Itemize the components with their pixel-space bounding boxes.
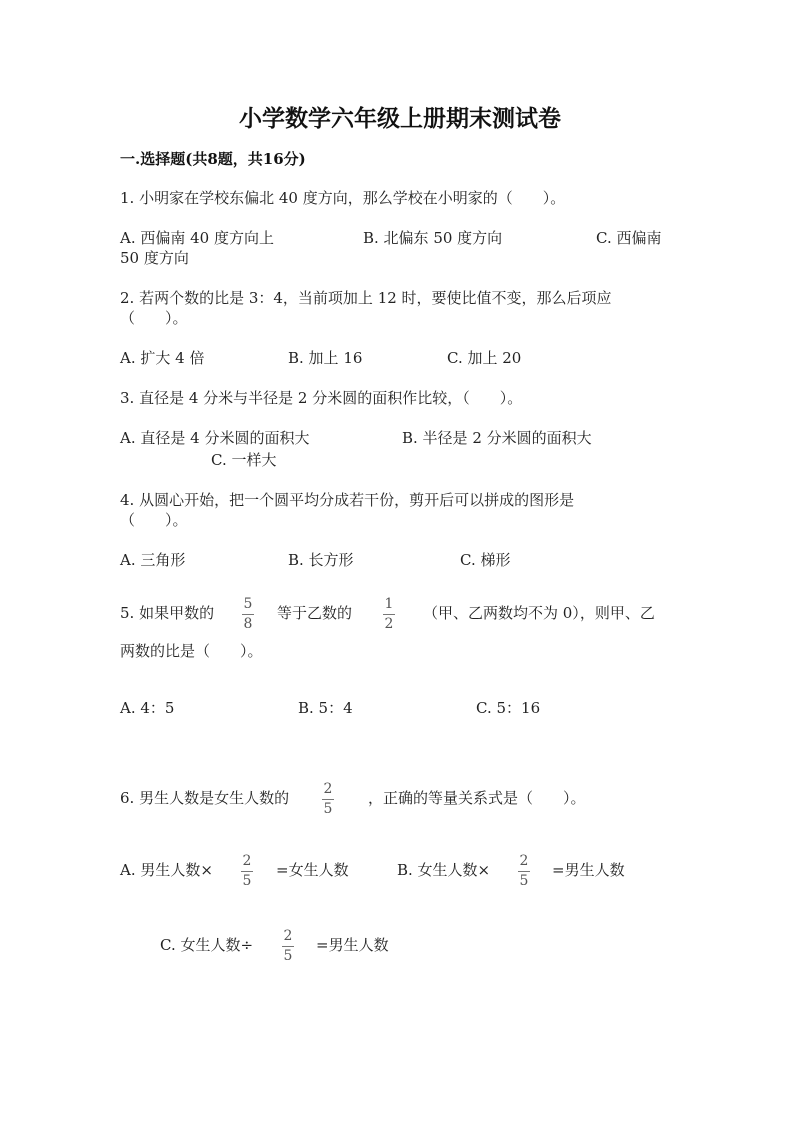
question-6-option-c[interactable]: C. 女生人数÷ — [160, 936, 254, 954]
question-5-stem-part-2: 等于乙数的 — [277, 604, 353, 622]
question-6-option-b-result[interactable]: =男生人数 — [552, 861, 625, 879]
fraction-denominator: 5 — [323, 801, 333, 817]
question-2-option-c[interactable]: C. 加上 20 — [447, 349, 522, 367]
question-1-option-c[interactable]: C. 西偏南 — [596, 229, 662, 247]
fraction-2-5 — [322, 781, 334, 818]
fraction-5-8 — [242, 596, 254, 633]
fraction-1-2 — [383, 596, 395, 633]
question-6-option-b[interactable]: B. 女生人数× — [397, 861, 491, 879]
question-2-option-a[interactable]: A. 扩大 4 倍 — [120, 349, 205, 367]
fraction-numerator: 2 — [323, 781, 333, 797]
question-6-option-a-result[interactable]: =女生人数 — [276, 861, 349, 879]
question-5-stem-part-1: 5. 如果甲数的 — [120, 604, 215, 622]
fraction-numerator: 2 — [519, 853, 529, 869]
question-4-stem-continued: （ ）。 — [120, 511, 188, 529]
question-5-stem-part-3: （甲、乙两数均不为 0），则甲、乙 — [423, 604, 655, 622]
question-5-option-a[interactable]: A. 4：5 — [120, 699, 175, 717]
fraction-numerator: 2 — [242, 853, 252, 869]
question-3-option-b[interactable]: B. 半径是 2 分米圆的面积大 — [402, 429, 592, 447]
page-title: 小学数学六年级上册期末测试卷 — [239, 105, 561, 132]
question-4-option-a[interactable]: A. 三角形 — [120, 551, 186, 569]
fraction-2-5 — [241, 853, 253, 890]
fraction-denominator: 5 — [519, 873, 529, 889]
fraction-bar — [322, 799, 334, 800]
question-1-option-b[interactable]: B. 北偏东 50 度方向 — [363, 229, 503, 247]
question-6-stem-part-2: ，正确的等量关系式是（ ）。 — [368, 789, 586, 807]
question-6-option-c-result[interactable]: =男生人数 — [316, 936, 389, 954]
fraction-bar — [518, 871, 530, 872]
fraction-2-5 — [282, 928, 294, 965]
question-3-option-c[interactable]: C. 一样大 — [211, 451, 277, 469]
question-6-option-a[interactable]: A. 男生人数× — [120, 861, 213, 879]
fraction-numerator: 5 — [243, 596, 253, 612]
question-2-stem: 2. 若两个数的比是 3：4，当前项加上 12 时，要使比值不变，那么后项应 — [120, 289, 612, 307]
fraction-bar — [282, 946, 294, 947]
fraction-denominator: 5 — [283, 948, 293, 964]
fraction-bar — [241, 871, 253, 872]
fraction-numerator: 1 — [384, 596, 394, 612]
question-4-option-c[interactable]: C. 梯形 — [460, 551, 511, 569]
fraction-denominator: 8 — [243, 616, 253, 632]
fraction-2-5 — [518, 853, 530, 890]
question-5-option-b[interactable]: B. 5：4 — [298, 699, 353, 717]
question-1-option-a[interactable]: A. 西偏南 40 度方向上 — [120, 229, 274, 247]
fraction-bar — [242, 614, 254, 615]
question-5-stem-part-4: 两数的比是（ ）。 — [120, 642, 263, 660]
fraction-bar — [383, 614, 395, 615]
question-4-option-b[interactable]: B. 长方形 — [288, 551, 354, 569]
question-6-stem-part-1: 6. 男生人数是女生人数的 — [120, 789, 290, 807]
question-1-stem: 1. 小明家在学校东偏北 40 度方向，那么学校在小明家的（ ）。 — [120, 189, 566, 207]
question-1-option-c-continued[interactable]: 50 度方向 — [120, 249, 189, 267]
question-2-option-b[interactable]: B. 加上 16 — [288, 349, 363, 367]
section-heading: 一.选择题(共8题，共16分) — [120, 150, 306, 168]
fraction-denominator: 5 — [242, 873, 252, 889]
fraction-denominator: 2 — [384, 616, 394, 632]
question-2-stem-continued: （ ）。 — [120, 309, 188, 327]
question-3-option-a[interactable]: A. 直径是 4 分米圆的面积大 — [120, 429, 310, 447]
question-4-stem: 4. 从圆心开始，把一个圆平均分成若干份，剪开后可以拼成的图形是 — [120, 491, 575, 509]
question-5-option-c[interactable]: C. 5：16 — [476, 699, 541, 717]
question-3-stem: 3. 直径是 4 分米与半径是 2 分米圆的面积作比较，（ ）。 — [120, 389, 523, 407]
fraction-numerator: 2 — [283, 928, 293, 944]
